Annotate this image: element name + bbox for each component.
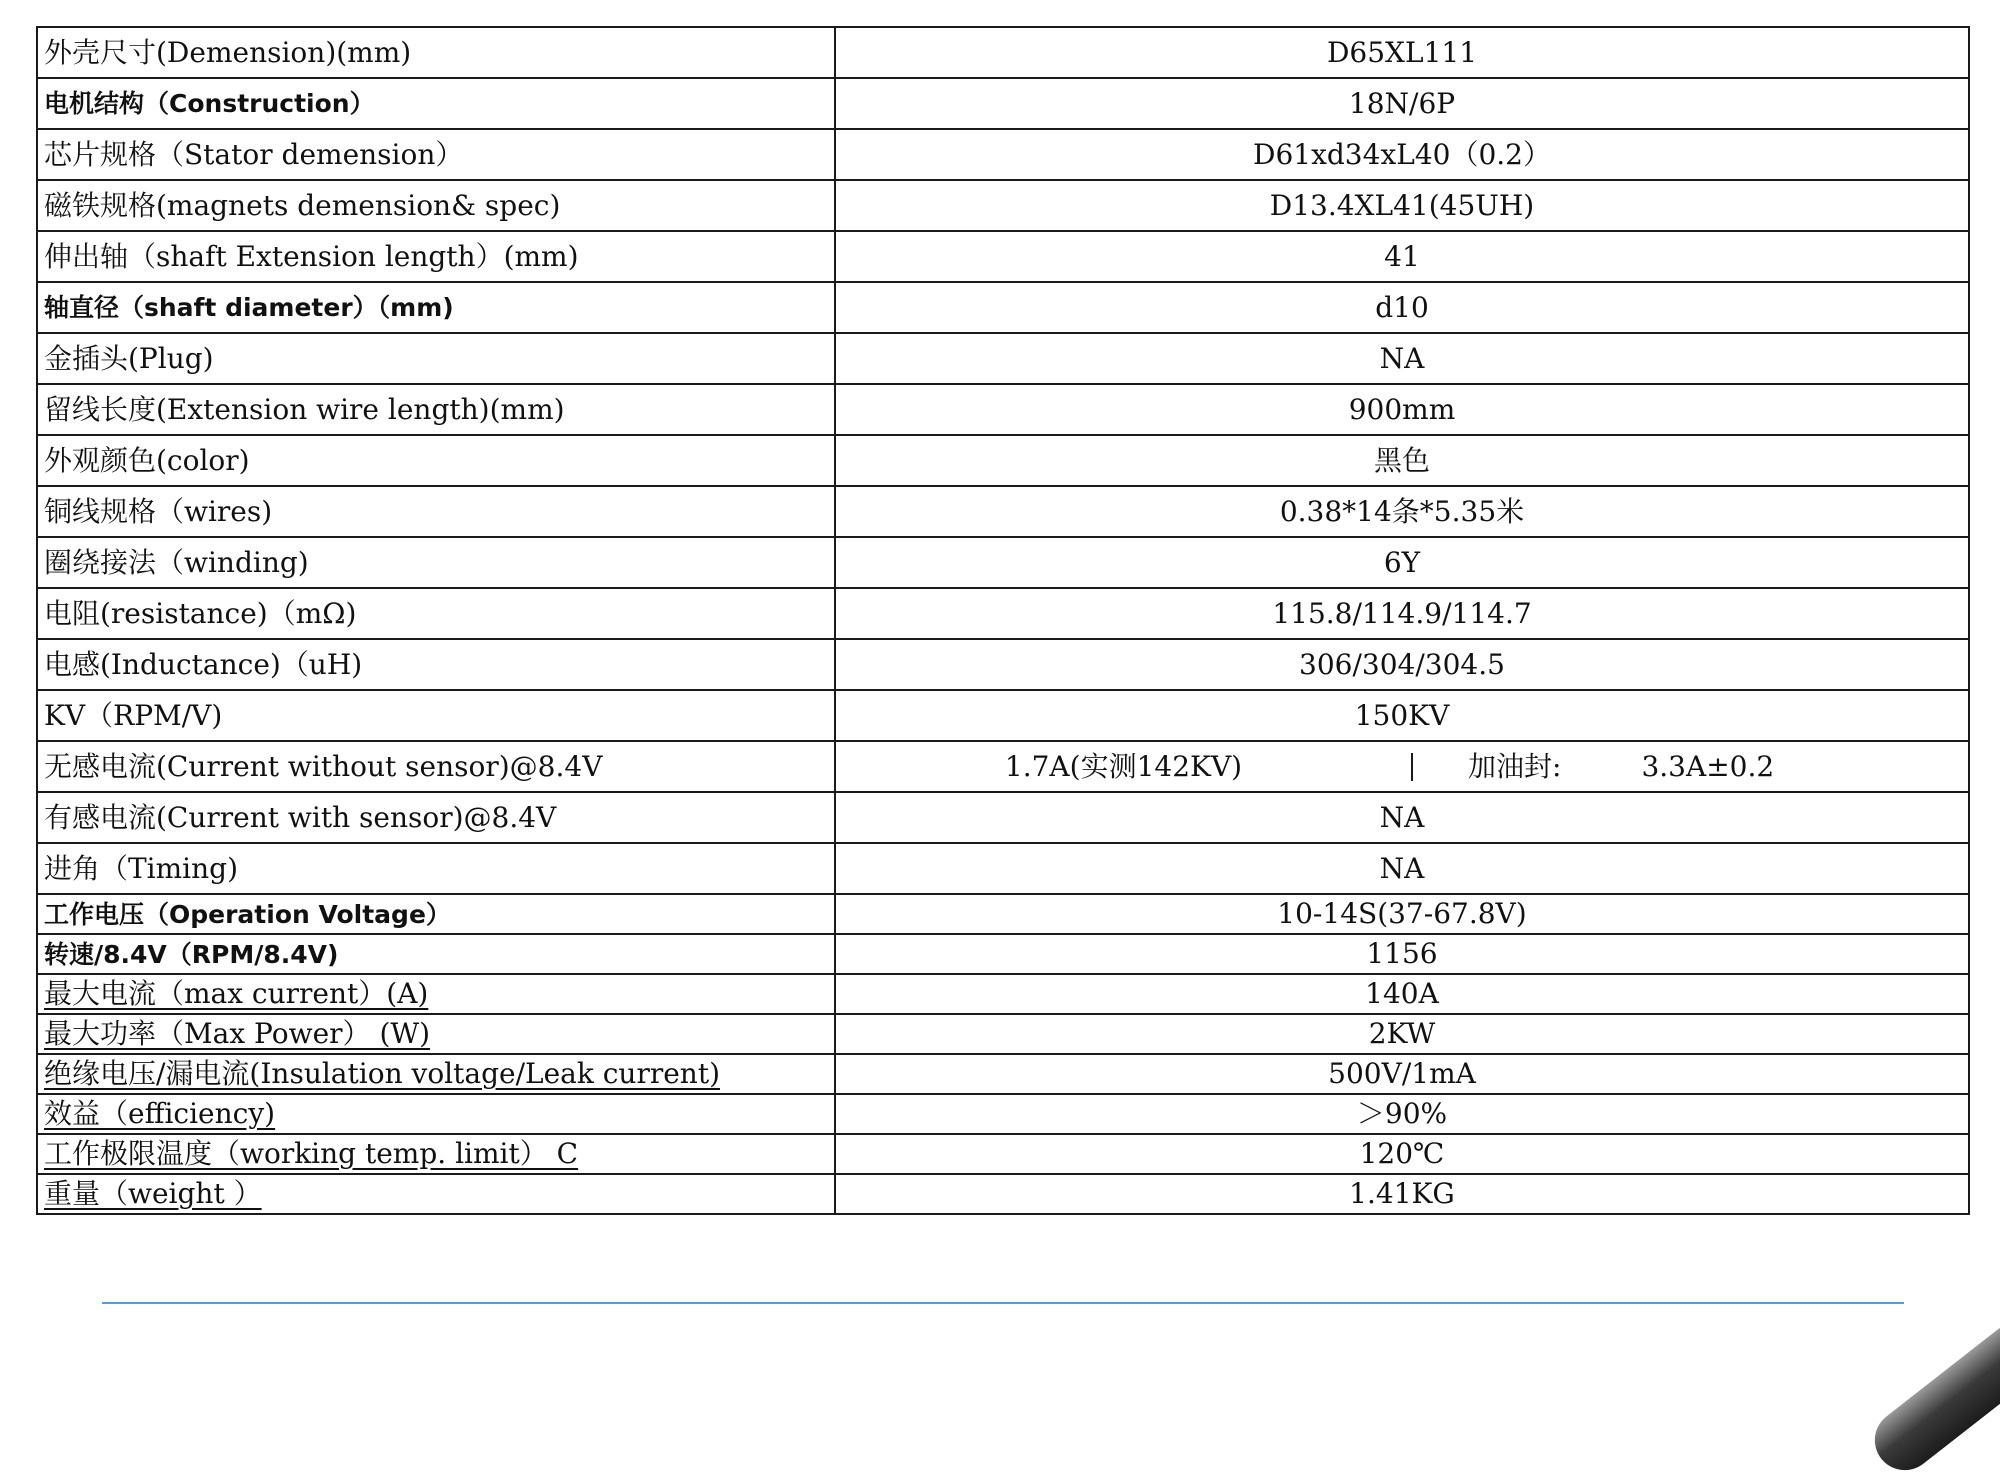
row-label: 无感电流(Current without sensor)@8.4V	[37, 741, 835, 792]
row-value: 1.7A(实测142KV)	[836, 753, 1413, 781]
row-value: 120℃	[835, 1134, 1969, 1174]
row-label: KV（RPM/V)	[37, 690, 835, 741]
table-row	[37, 78, 1969, 129]
table-row	[37, 690, 1969, 741]
row-value: 10-14S(37-67.8V)	[835, 894, 1969, 934]
table-row	[37, 180, 1969, 231]
table-row	[37, 129, 1969, 180]
row-label-cell	[37, 1014, 835, 1054]
row-value: NA	[835, 843, 1969, 894]
table-row	[37, 27, 1969, 78]
row-value: d10	[835, 282, 1969, 333]
row-label-cell	[37, 1134, 835, 1174]
table-row	[37, 741, 1969, 792]
extra-label: 加油封:	[1468, 749, 1562, 783]
row-value: 6Y	[835, 537, 1969, 588]
table-row	[37, 792, 1969, 843]
table-row	[37, 1094, 1969, 1134]
table-row	[37, 537, 1969, 588]
row-value: 1.41KG	[835, 1174, 1969, 1214]
row-label: 圈绕接法（winding)	[37, 537, 835, 588]
table-row	[37, 1174, 1969, 1214]
row-value: 黑色	[835, 435, 1969, 486]
row-label-cell	[37, 1054, 835, 1094]
table-row	[37, 974, 1969, 1014]
row-label: 重量（weight ）	[44, 1177, 262, 1210]
row-label-cell	[37, 1094, 835, 1134]
row-label: 转速/8.4V（RPM/8.4V)	[37, 934, 835, 974]
row-value: D13.4XL41(45UH)	[835, 180, 1969, 231]
table-row	[37, 1014, 1969, 1054]
row-label: 芯片规格（Stator demension）	[37, 129, 835, 180]
row-label-cell	[37, 974, 835, 1014]
row-value: 1156	[835, 934, 1969, 974]
row-label: 绝缘电压/漏电流(Insulation voltage/Leak current)	[44, 1057, 720, 1090]
row-value: 0.38*14条*5.35米	[835, 486, 1969, 537]
row-value: NA	[835, 792, 1969, 843]
table-row	[37, 384, 1969, 435]
table-row	[37, 1054, 1969, 1094]
row-value: 41	[835, 231, 1969, 282]
row-value: D61xd34xL40（0.2）	[835, 129, 1969, 180]
row-label: 外观颜色(color)	[37, 435, 835, 486]
row-label: 铜线规格（wires)	[37, 486, 835, 537]
cable-graphic	[1863, 1312, 2000, 1482]
row-value-split	[835, 741, 1969, 792]
row-value: 306/304/304.5	[835, 639, 1969, 690]
row-label: 外壳尺寸(Demension)(mm)	[37, 27, 835, 78]
row-value: D65XL111	[835, 27, 1969, 78]
table-row	[37, 894, 1969, 934]
row-label: 轴直径（shaft diameter）（mm)	[37, 282, 835, 333]
row-label: 电感(Inductance)（uH)	[37, 639, 835, 690]
table-row	[37, 843, 1969, 894]
table-row	[37, 486, 1969, 537]
table-row	[37, 639, 1969, 690]
row-label: 效益（efficiency)	[44, 1097, 276, 1130]
extra-value: 3.3A±0.2	[1641, 749, 1775, 783]
row-label: 伸出轴（shaft Extension length）(mm)	[37, 231, 835, 282]
row-label: 磁铁规格(magnets demension& spec)	[37, 180, 835, 231]
row-label: 最大电流（max current）(A)	[44, 977, 429, 1010]
row-label: 有感电流(Current with sensor)@8.4V	[37, 792, 835, 843]
row-value: NA	[835, 333, 1969, 384]
row-value: 2KW	[835, 1014, 1969, 1054]
row-label: 进角（Timing)	[37, 843, 835, 894]
table-row	[37, 282, 1969, 333]
row-value: 500V/1mA	[835, 1054, 1969, 1094]
table-row	[37, 435, 1969, 486]
row-label: 工作极限温度（working temp. limit） C	[44, 1137, 579, 1170]
table-row	[37, 231, 1969, 282]
row-label: 金插头(Plug)	[37, 333, 835, 384]
row-label: 留线长度(Extension wire length)(mm)	[37, 384, 835, 435]
row-label: 电阻(resistance)（mΩ)	[37, 588, 835, 639]
row-value: 140A	[835, 974, 1969, 1014]
row-value: 18N/6P	[835, 78, 1969, 129]
footer-divider	[102, 1302, 1904, 1304]
row-label-cell	[37, 1174, 835, 1214]
table-row	[37, 588, 1969, 639]
row-label: 工作电压（Operation Voltage）	[37, 894, 835, 934]
table-row	[37, 333, 1969, 384]
row-value: 115.8/114.9/114.7	[835, 588, 1969, 639]
row-value: 150KV	[835, 690, 1969, 741]
row-value: ＞90%	[835, 1094, 1969, 1134]
table-row	[37, 1134, 1969, 1174]
row-label: 电机结构（Construction）	[37, 78, 835, 129]
row-label: 最大功率（Max Power） (W)	[44, 1017, 431, 1050]
spec-table	[36, 26, 1970, 1215]
row-value: 900mm	[835, 384, 1969, 435]
table-row	[37, 934, 1969, 974]
